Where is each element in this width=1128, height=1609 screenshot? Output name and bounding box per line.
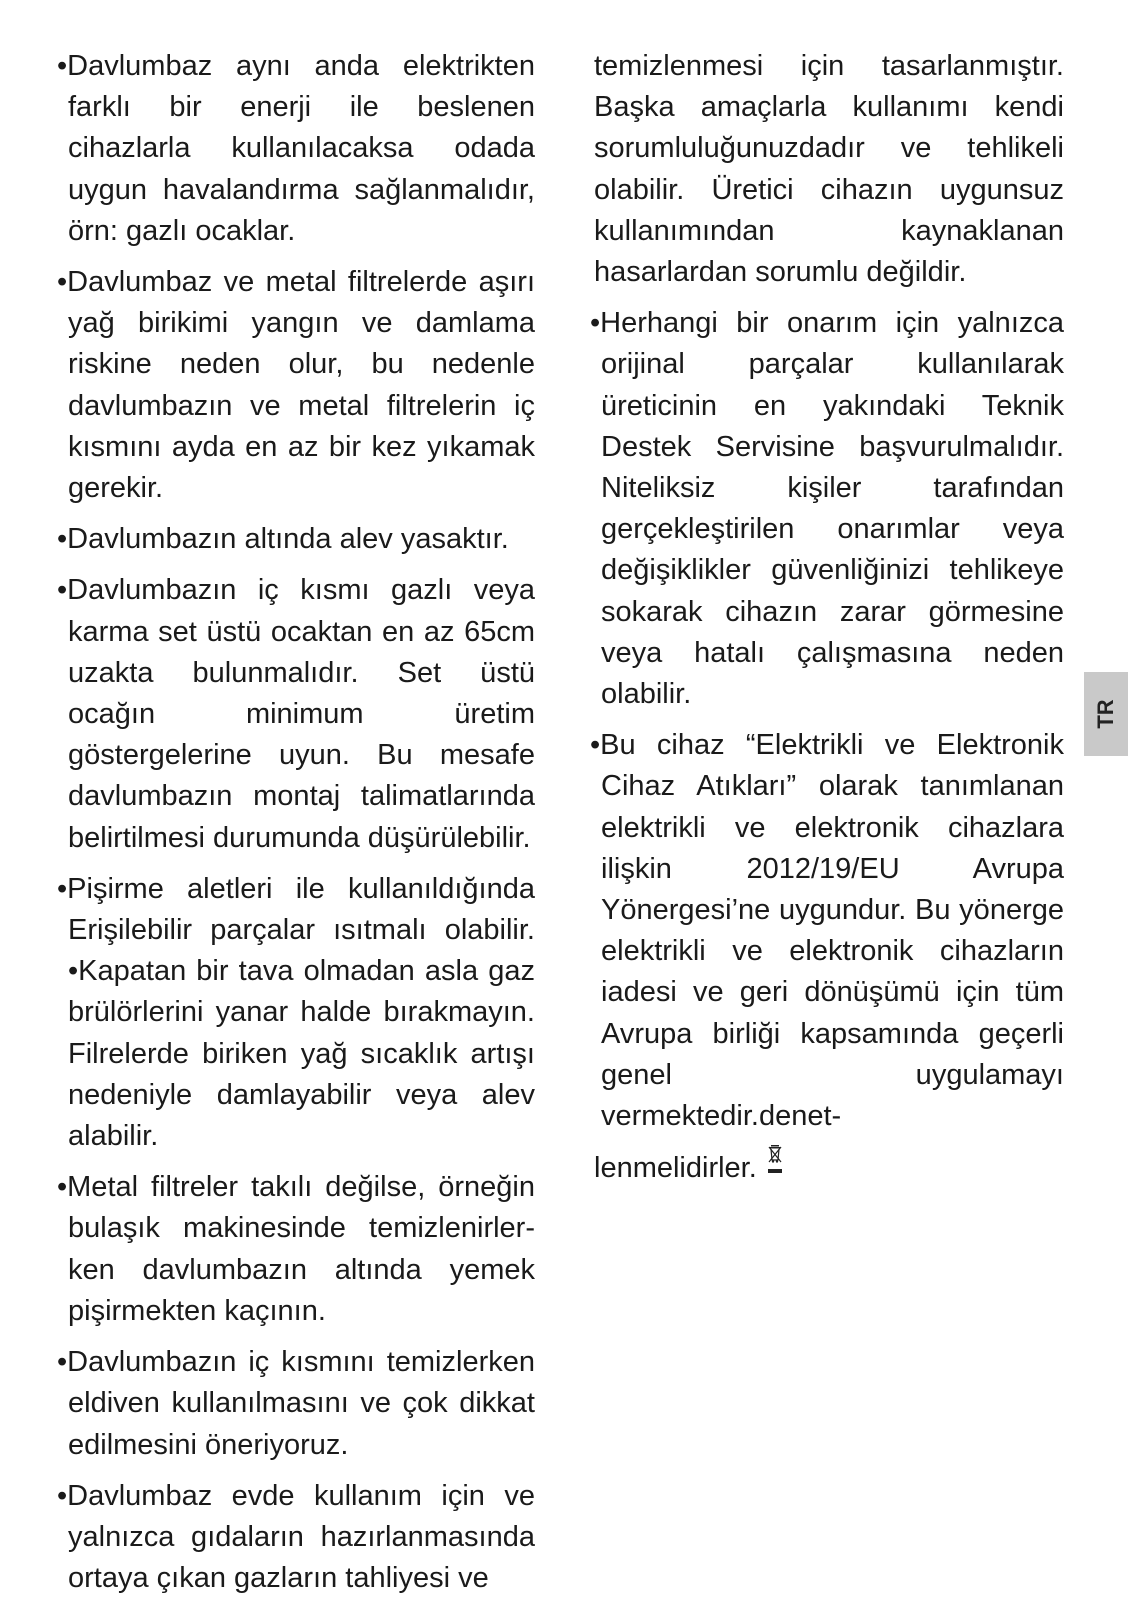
language-tab (1084, 672, 1128, 756)
paragraph: •Davlumbaz evde kullanım için ve yalnızca gıdaların hazırlanmasında ortaya çıkan gazların tahliyesi ve (57, 1479, 535, 1595)
paragraph: •Davlumbazın iç kısmını temizlerken eldiven kullanılmasını ve çok dikkat edilmesini öneriyoruz. (57, 1346, 535, 1461)
paragraph: •Pişirme aletleri ile kullanıldığında Erişilebilir parçalar ısıtmalı olabilir. •Kapatan bir tava olmadan asla gaz brülörlerini yanar halde bırakmayın. Filrelerde biriken yağ sıcaklık artışı nedeniyle damlayabilir veya alev alabilir. (57, 872, 535, 1153)
paragraph: •Davlumbazın altında alev yasaktır. (57, 523, 509, 556)
left-column (57, 46, 535, 1609)
paragraph-continuation: temizlenmesi için tasarlanmıştır. Başka amaçlarla kullanımı kendi sorumluluğunuzdadır ve tehlikeli olabilir. Üretici cihazın uygunsuz kullanımından kaynaklanan hasarlardan sorumlu değildir. (594, 50, 1064, 289)
paragraph: •Davlumbazın iç kısmı gazlı veya karma set üstü ocaktan en az 65cm uzakta bulunmalıdır. Set üstü ocağın minimum üretim göstergelerine uyun. Bu mesafe davlumbazın montaj talimatlarında belirtilmesi durumunda düşürülebilir. (57, 574, 535, 854)
paragraph-end (590, 1143, 1064, 1189)
right-column (590, 46, 1064, 1199)
weee-crossed-bin-icon (767, 1143, 783, 1187)
paragraph: •Bu cihaz “Elektrikli ve Elektronik Cihaz Atıkları” olarak tanımlanan elektrikli ve elektronik cihazlara ilişkin 2012/19/EU Avrupa Yönergesi’ne uygundur. Bu yönerge elektrikli ve elektronik cihazların iadesi ve geri dönüşümü için tüm Avrupa birliği kapsamında geçerli genel uygulamayı vermektedir.denet- (590, 729, 1064, 1133)
paragraph: •Herhangi bir onarım için yalnızca orijinal parçalar kullanılarak üreticinin en yakındaki Teknik Destek Servisine başvurulmalıdır. Niteliksiz kişiler tarafından gerçekleştirilen onarımlar veya değişiklikler güvenliğinizi tehlikeye sokarak cihazın zarar görmesine veya hatalı çalışmasına neden olabilir. (590, 307, 1064, 711)
paragraph: •Metal filtreler takılı değilse, örneğin bulaşık makinesinde temizlenirler-ken davlumbazın altında yemek pişirmekten kaçının. (57, 1171, 535, 1327)
language-tab-label: TR (1093, 699, 1118, 729)
paragraph: •Davlumbaz ve metal filtrelerde aşırı yağ birikimi yangın ve damlama riskine neden olur, bu nedenle davlumbazın ve metal filtrelerin iç kısmını ayda en az bir kez yıkamak gerekir. (57, 266, 535, 505)
paragraph: •Davlumbaz aynı anda elektrikten farklı bir enerji ile beslenen cihazlarla kullanılacaksa odada uygun havalandırma sağlanmalıdır, örn: gazlı ocaklar. (57, 50, 535, 247)
last-line-text: lenmelidirler. (594, 1152, 757, 1185)
